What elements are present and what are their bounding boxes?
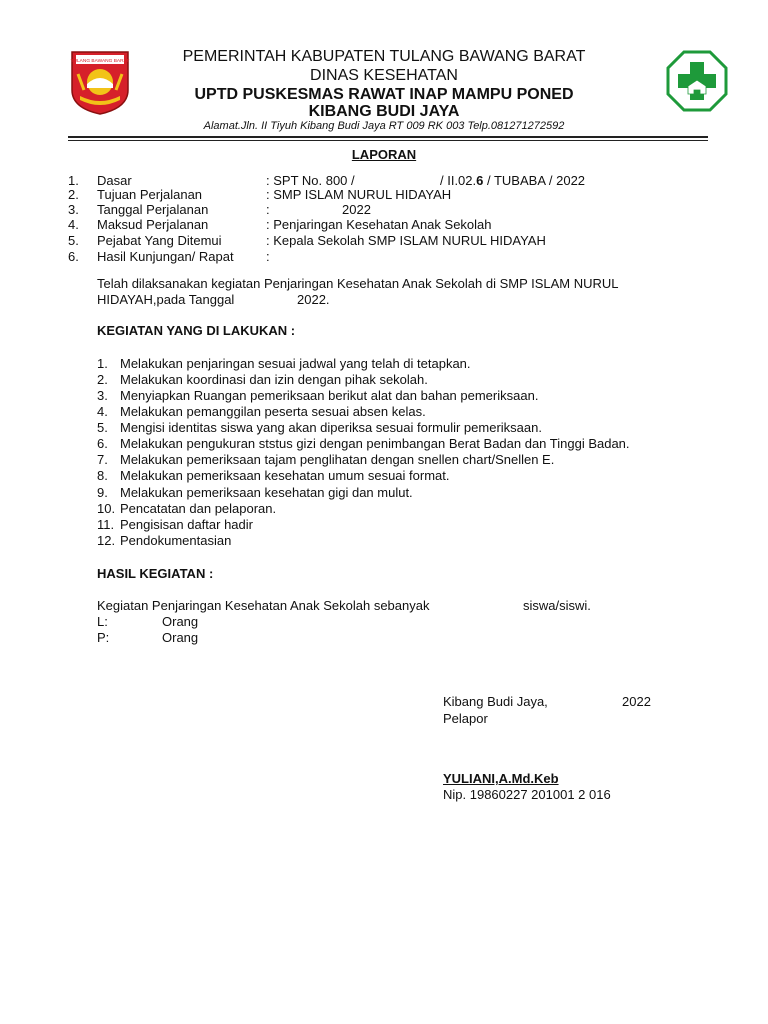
section-heading: HASIL KEGIATAN :: [97, 566, 214, 581]
info-num: 5.: [68, 233, 79, 248]
info-num: 3.: [68, 202, 79, 217]
info-value: : Penjaringan Kesehatan Anak Sekolah: [266, 217, 492, 232]
signature-role: Pelapor: [443, 711, 488, 726]
info-num: 1.: [68, 173, 79, 188]
signatory-name: YULIANI,A.Md.Keb: [443, 771, 559, 786]
list-item: Melakukan penjaringan sesuai jadwal yang telah di tetapkan.: [120, 356, 471, 371]
list-item-num: 7.: [97, 452, 108, 467]
result-value: Orang: [162, 614, 199, 629]
signature-year: 2022: [622, 694, 651, 709]
info-label: Tujuan Perjalanan: [97, 187, 203, 202]
result-line: siswa/siswi.: [523, 598, 591, 613]
divider: [68, 136, 708, 138]
list-item-num: 9.: [97, 485, 108, 500]
info-value-part: / TUBABA / 2022: [483, 173, 586, 188]
list-item: Pencatatan dan pelaporan.: [120, 501, 277, 516]
intro-line: Telah dilaksanakan kegiatan Penjaringan Kesehatan Anak Sekolah di SMP ISLAM NURUL: [97, 276, 619, 291]
info-value: [440, 173, 585, 189]
list-item-num: 4.: [97, 404, 108, 419]
logo-text: TULANG BAWANG BARAT: [70, 59, 130, 64]
info-value: :: [266, 202, 270, 217]
info-value: :: [266, 249, 270, 264]
list-item: Melakukan pemeriksaan kesehatan umum sesuai format.: [120, 468, 450, 483]
info-value: : Kepala Sekolah SMP ISLAM NURUL HIDAYAH: [266, 233, 546, 248]
list-item-num: 1.: [97, 356, 108, 371]
list-item: Melakukan pemeriksaan kesehatan gigi dan mulut.: [120, 485, 413, 500]
signatory-nip: Nip. 19860227 201001 2 016: [443, 787, 611, 802]
info-label: Maksud Perjalanan: [97, 217, 209, 232]
list-item-num: 3.: [97, 388, 108, 403]
intro-line: 2022.: [297, 292, 330, 307]
kop-line-1: PEMERINTAH KABUPATEN TULANG BAWANG BARAT: [182, 48, 586, 65]
info-value: 2022: [342, 202, 371, 217]
list-item-num: 11.: [97, 517, 115, 532]
info-num: 4.: [68, 217, 79, 232]
info-value: : SPT No. 800 /: [266, 173, 355, 188]
kop-line-3: UPTD PUSKESMAS RAWAT INAP MAMPU PONED: [194, 86, 574, 103]
list-item: Pendokumentasian: [120, 533, 232, 548]
list-item: Melakukan pengukuran ststus gizi dengan penimbangan Berat Badan dan Tinggi Badan.: [120, 436, 630, 451]
list-item: Mengisi identitas siswa yang akan diperiksa sesuai formulir pemeriksaan.: [120, 420, 542, 435]
kop-line-4: KIBANG BUDI JAYA: [308, 103, 460, 120]
list-item-num: 8.: [97, 468, 108, 483]
signature-place: Kibang Budi Jaya,: [443, 694, 548, 709]
kop-address: Alamat.Jln. II Tiyuh Kibang Budi Jaya RT 009 RK 003 Telp.081271272592: [203, 120, 565, 132]
document-title: LAPORAN: [351, 147, 417, 162]
list-item: Melakukan koordinasi dan izin dengan pihak sekolah.: [120, 372, 428, 387]
list-item: Melakukan pemanggilan peserta sesuai absen kelas.: [120, 404, 426, 419]
info-num: 6.: [68, 249, 79, 264]
kop-line-2: DINAS KESEHATAN: [310, 67, 458, 84]
info-label: Tanggal Perjalanan: [97, 202, 209, 217]
list-item-num: 6.: [97, 436, 108, 451]
list-item: Menyiapkan Ruangan pemeriksaan berikut alat dan bahan pemeriksaan.: [120, 388, 539, 403]
intro-line: HIDAYAH,pada Tanggal: [97, 292, 235, 307]
list-item-num: 5.: [97, 420, 108, 435]
info-label: Hasil Kunjungan/ Rapat: [97, 249, 234, 264]
info-value-part: / II.02.: [440, 173, 477, 188]
list-item-num: 10.: [97, 501, 116, 516]
info-num: 2.: [68, 187, 79, 202]
info-value-part: 6: [476, 173, 484, 188]
result-label: L:: [97, 614, 108, 629]
info-label: Pejabat Yang Ditemui: [97, 233, 222, 248]
list-item: Melakukan pemeriksaan tajam penglihatan dengan snellen chart/Snellen E.: [120, 452, 555, 467]
list-item-num: 2.: [97, 372, 108, 387]
info-label: Dasar: [97, 173, 132, 188]
info-value: : SMP ISLAM NURUL HIDAYAH: [266, 187, 452, 202]
list-item-num: 12.: [97, 533, 116, 548]
section-heading: KEGIATAN YANG DI LAKUKAN :: [97, 323, 296, 338]
list-item: Pengisisan daftar hadir: [120, 517, 253, 532]
result-label: P:: [97, 630, 110, 645]
result-line: Kegiatan Penjaringan Kesehatan Anak Sekolah sebanyak: [97, 598, 430, 613]
result-value: Orang: [162, 630, 199, 645]
divider: [68, 140, 708, 141]
